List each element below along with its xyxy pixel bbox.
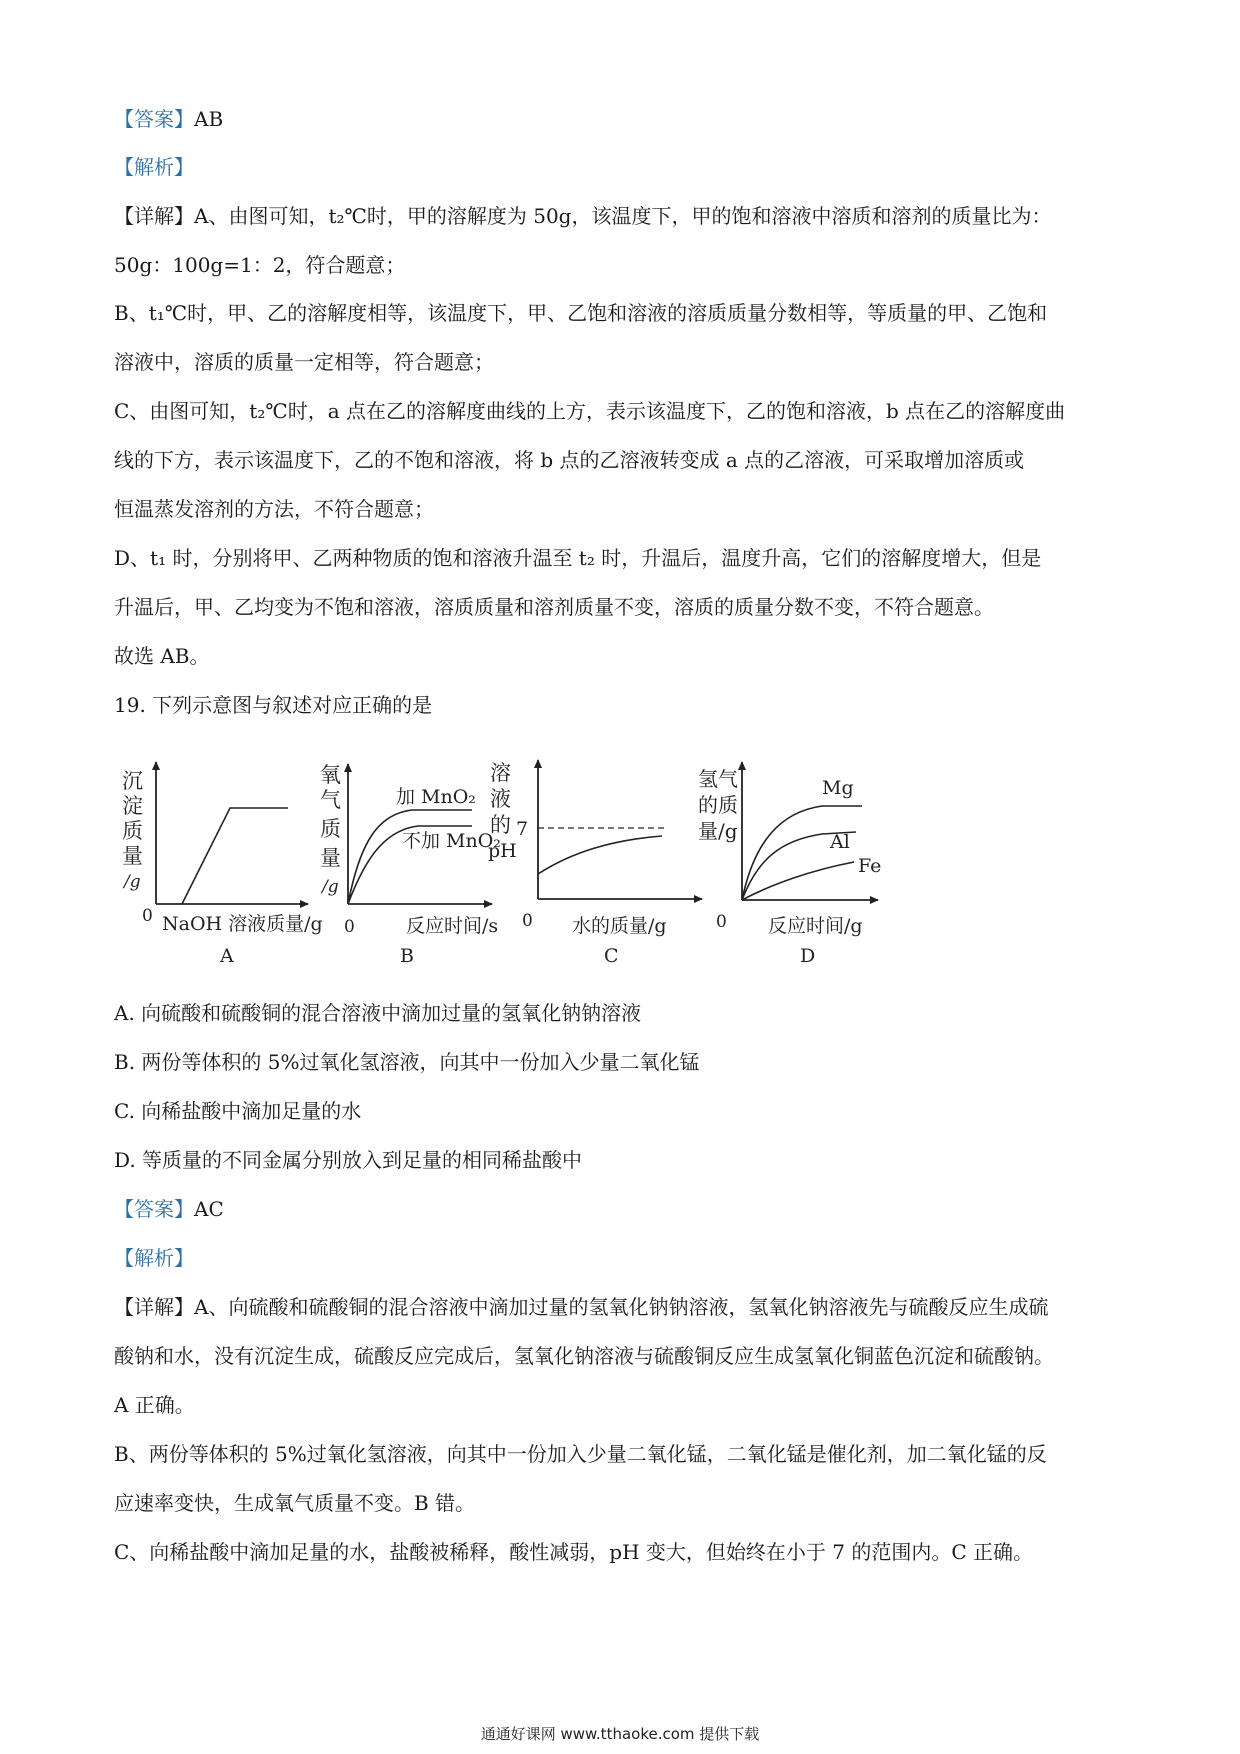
q19-line-3: B、两份等体积的 5%过氧化氢溶液，向其中一份加入少量二氧化锰，二氧化锰是催化剂，加二氧化锰的反 xyxy=(114,1442,1047,1466)
page-footer: 通通好课网 www.tthaoke.com 提供下载 xyxy=(480,1725,760,1743)
graph-d-xlabel: 反应时间/g xyxy=(768,915,863,937)
q18-line-3: 溶液中，溶质的质量一定相等，符合题意； xyxy=(114,350,494,374)
q18-line-2: B、t₁℃时，甲、乙的溶解度相等，该温度下，甲、乙饱和溶液的溶质质量分数相等，等质量的甲、乙饱和 xyxy=(114,301,1048,325)
graph-d-label-fe: Fe xyxy=(858,855,882,877)
graph-c-ylabel-2: 的 xyxy=(490,813,511,837)
q18-line-1: 50g：100g=1：2，符合题意； xyxy=(114,253,406,277)
q19-option-d: D. 等质量的不同金属分别放入到足量的相同稀盐酸中 xyxy=(114,1148,583,1172)
q19-figure xyxy=(112,752,992,986)
graph-b-curve-mno2 xyxy=(348,810,472,904)
q19-option-b: B. 两份等体积的 5%过氧化氢溶液，向其中一份加入少量二氧化锰 xyxy=(114,1050,700,1074)
graph-c-caption: C xyxy=(604,945,619,967)
answer-value: AC xyxy=(194,1197,224,1221)
q18-answer xyxy=(114,106,1134,132)
answer-tag: 【答案】 xyxy=(114,1197,194,1221)
graph-b-yunit: /g xyxy=(322,877,339,897)
graph-a-caption: A xyxy=(220,945,234,967)
graph-a-ylabel-1: 淀 xyxy=(122,794,143,818)
q19-line-5: C、向稀盐酸中滴加足量的水，盐酸被稀释，酸性减弱，pH 变大，但始终在小于 7 的范围内。C 正确。 xyxy=(114,1540,1034,1564)
q19-analysis-tag: 【解析】 xyxy=(114,1246,194,1270)
graph-c-ylabel-1: 液 xyxy=(490,787,511,811)
graph-a-ylabel-2: 质 xyxy=(122,819,143,843)
q18-line-0: 【详解】A、由图可知，t₂℃时，甲的溶解度为 50g，该温度下，甲的饱和溶液中溶质和溶剂的质量比为： xyxy=(114,204,1052,228)
graph-a-xlabel: NaOH 溶液质量/g xyxy=(162,913,323,935)
graph-b-curve-label-1: 不加 MnO₂ xyxy=(402,830,501,852)
q18-line-9: 故选 AB。 xyxy=(114,644,210,668)
graph-d-origin: 0 xyxy=(716,912,727,932)
graph-d-label-al: Al xyxy=(830,831,850,853)
answer-value: AB xyxy=(194,107,224,131)
q18-analysis-tag: 【解析】 xyxy=(114,155,194,179)
graph-a-ylabel-0: 沉 xyxy=(122,769,143,793)
q18-line-4: C、由图可知，t₂℃时，a 点在乙的溶解度曲线的上方，表示该温度下，乙的饱和溶液，b 点在乙的溶解度曲 xyxy=(114,399,1066,423)
graph-d xyxy=(698,762,881,967)
graph-a xyxy=(122,762,323,967)
graph-d-caption: D xyxy=(800,945,816,967)
graph-a-origin: 0 xyxy=(142,906,153,926)
graph-b-caption: B xyxy=(400,945,414,967)
graph-b xyxy=(320,763,501,967)
graph-b-ylabel-3: 量 xyxy=(320,846,341,870)
graph-b-ylabel-2: 质 xyxy=(320,817,341,841)
graph-b-ylabel-0: 氧 xyxy=(320,763,341,787)
graph-d-ylabel-1: 的质 xyxy=(698,793,738,817)
q18-line-6: 恒温蒸发溶剂的方法，不符合题意； xyxy=(114,497,434,521)
q18-line-8: 升温后，甲、乙均变为不饱和溶液，溶质质量和溶剂质量不变，溶质的质量分数不变，不符合题意。 xyxy=(114,595,994,619)
graph-c-ylabel-3: pH xyxy=(488,840,517,862)
q19-line-0: 【详解】A、向硫酸和硫酸铜的混合溶液中滴加过量的氢氧化钠钠溶液，氢氧化钠溶液先与硫酸反应生成硫 xyxy=(114,1295,1049,1319)
graph-b-origin: 0 xyxy=(344,917,355,937)
graph-d-curve-mg xyxy=(742,806,862,900)
graph-c-origin: 0 xyxy=(522,911,533,931)
q19-option-c: C. 向稀盐酸中滴加足量的水 xyxy=(114,1099,362,1123)
q19-stem: 19. 下列示意图与叙述对应正确的是 xyxy=(114,693,433,717)
graph-a-yunit: /g xyxy=(124,872,141,892)
q19-option-a: A. 向硫酸和硫酸铜的混合溶液中滴加过量的氢氧化钠钠溶液 xyxy=(114,1001,642,1025)
graph-c-curve xyxy=(538,836,662,874)
q19-line-1: 酸钠和水，没有沉淀生成，硫酸反应完成后，氢氧化钠溶液与硫酸铜反应生成氢氧化铜蓝色沉淀和硫酸钠。 xyxy=(114,1344,1054,1368)
q18-line-5: 线的下方，表示该温度下，乙的不饱和溶液，将 b 点的乙溶液转变成 a 点的乙溶液，可采取增加溶质或 xyxy=(114,448,1025,472)
q19-answer xyxy=(114,1196,1134,1222)
graph-c xyxy=(488,760,702,967)
graph-b-ylabel-1: 气 xyxy=(320,788,341,812)
graph-a-ylabel-3: 量 xyxy=(122,844,143,868)
graph-d-ylabel-2: 量/g xyxy=(698,819,738,843)
graph-a-curve xyxy=(182,808,288,904)
graph-b-xlabel: 反应时间/s xyxy=(406,915,499,937)
q19-line-2: A 正确。 xyxy=(114,1393,195,1417)
graph-d-label-mg: Mg xyxy=(822,777,854,799)
graph-c-tick-7: 7 xyxy=(516,818,529,840)
graph-c-ylabel-0: 溶 xyxy=(490,761,511,785)
graph-b-curve-label-0: 加 MnO₂ xyxy=(396,786,476,808)
graph-d-ylabel-0: 氢气 xyxy=(698,767,738,791)
q19-line-4: 应速率变快，生成氧气质量不变。B 错。 xyxy=(114,1491,476,1515)
graph-c-xlabel: 水的质量/g xyxy=(572,915,667,937)
answer-tag: 【答案】 xyxy=(114,107,194,131)
q18-line-7: D、t₁ 时，分别将甲、乙两种物质的饱和溶液升温至 t₂ 时，升温后，温度升高，它们的溶解度增大，但是 xyxy=(114,546,1042,570)
